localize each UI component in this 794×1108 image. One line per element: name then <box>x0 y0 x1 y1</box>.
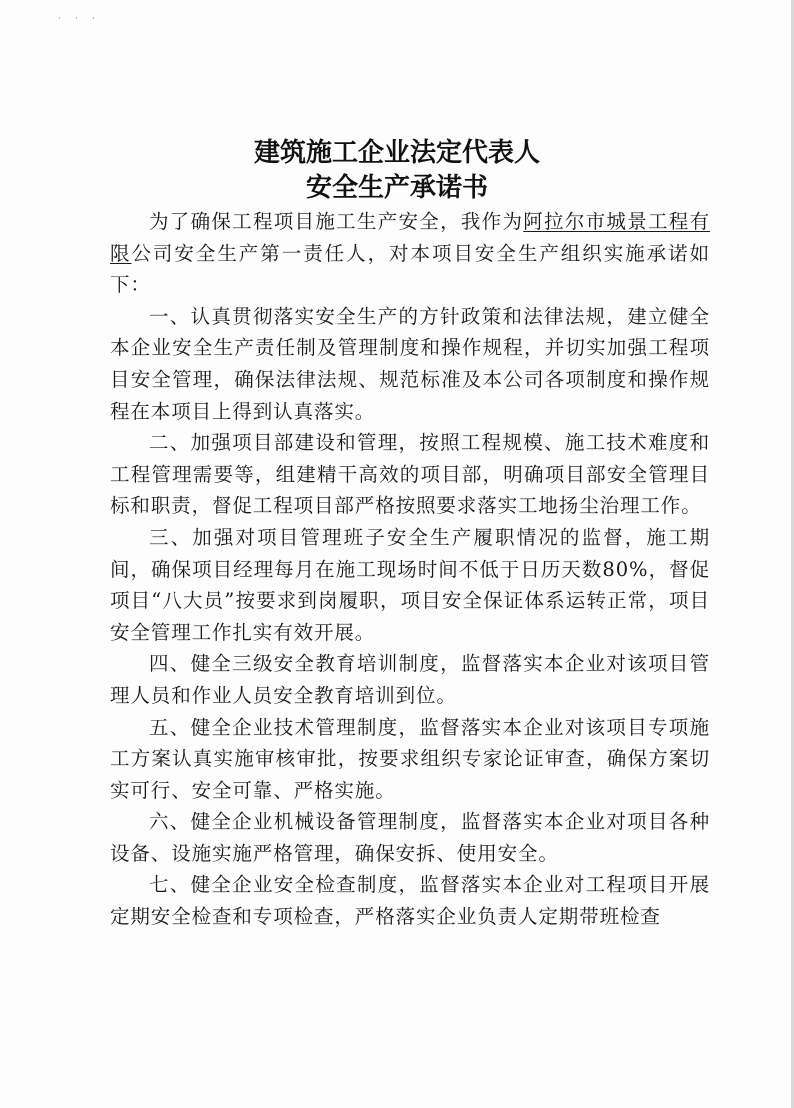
intro-text-1: 为了确保工程项目施工生产安全，我作为 <box>149 210 524 233</box>
commitment-paragraph-5: 五、健全企业技术管理制度，监督落实本企业对该项目专项施工方案认真实施审核审批，按要求组织专家论证审查，确保方案切实可行、安全可靠、严格实施。 <box>110 715 710 802</box>
commitment-paragraph-4: 四、健全三级安全教育培训制度，监督落实本企业对该项目管理人员和作业人员安全教育培训到位。 <box>110 652 710 707</box>
title-line-2: 安全生产承诺书 <box>305 173 488 203</box>
document-title <box>0 136 794 206</box>
commitment-paragraph-6: 六、健全企业机械设备管理制度，监督落实本企业对项目各种设备、设施实施严格管理，确保安拆、使用安全。 <box>110 810 710 865</box>
commitment-paragraph-3: 三、加强对项目管理班子安全生产履职情况的监督，施工期间，确保项目经理每月在施工现场时间不低于日历天数80%，督促项目“八大员”按要求到岗履职，项目安全保证体系运转正常，项目安全管理工作扎实有效开展。 <box>110 525 710 644</box>
commitment-paragraph-2: 二、加强项目部建设和管理，按照工程规模、施工技术难度和工程管理需要等，组建精干高效的项目部，明确项目部安全管理目标和职责，督促工程项目部严格按照要求落实工地扬尘治理工作。 <box>110 431 710 518</box>
commitment-paragraph-7: 七、健全企业安全检查制度，监督落实本企业对工程项目开展定期安全检查和专项检查，严格落实企业负责人定期带班检查 <box>110 873 710 929</box>
commitment-paragraph-1: 一、认真贯彻落实安全生产的方针政策和法律法规，建立健全本企业安全生产责任制及管理制度和操作规程，并切实加强工程项目安全管理，确保法律法规、规范标准及本公司各项制度和操作规程在本项目上得到认真落实。 <box>110 304 710 423</box>
company-name: 阿拉尔市城景工程有限 <box>110 210 711 265</box>
document-body <box>110 206 710 933</box>
intro-text-2: 公司安全生产第一责任人，对本项目安全生产组织实施承诺如下： <box>110 241 710 297</box>
intro-paragraph <box>110 206 710 301</box>
scan-speckles: · · · <box>58 14 101 23</box>
title-line-1: 建筑施工企业法定代表人 <box>253 138 540 168</box>
